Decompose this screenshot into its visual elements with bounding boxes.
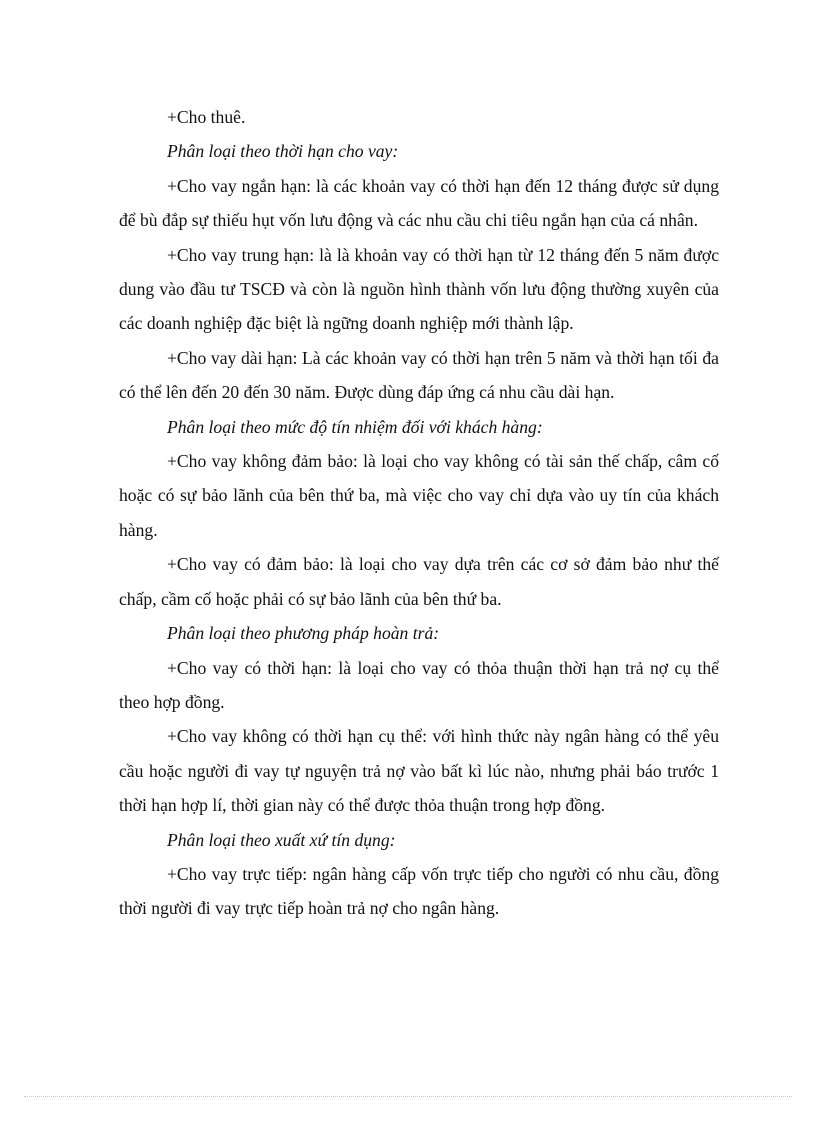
page-bottom-border <box>24 1096 792 1097</box>
paragraph-truc-tiep: +Cho vay trực tiếp: ngân hàng cấp vốn trực tiếp cho người có nhu cầu, đồng thời người đi vay trực tiếp hoàn trả nợ cho ngân hàng. <box>119 863 719 919</box>
document-body <box>119 100 719 926</box>
paragraph-co-thoi-han: +Cho vay có thời hạn: là loại cho vay có thỏa thuận thời hạn trả nợ cụ thể theo hợp đồng. <box>119 657 719 712</box>
paragraph-trung-han: +Cho vay trung hạn: là là khoản vay có thời hạn từ 12 tháng đến 5 năm được dung vào đầu tư TSCĐ và còn là nguồn hình thành vốn lưu động thường xuyên của các doanh nghiệp đặc biệt là ngững doanh nghiệp mới thành lập. <box>119 244 719 334</box>
heading-thoi-han: Phân loại theo thời hạn cho vay: <box>167 141 399 162</box>
paragraph-khong-dam-bao: +Cho vay không đảm bảo: là loại cho vay không có tài sản thế chấp, câm cố hoặc có sự bảo lãnh của bên thứ ba, mà việc cho vay chỉ dựa vào uy tín của khách hàng. <box>119 451 719 540</box>
paragraph-co-dam-bao: +Cho vay có đảm bảo: là loại cho vay dựa trên các cơ sở đảm bảo như thế chấp, cầm cố hoặc phải có sự bảo lãnh của bên thứ ba. <box>119 554 719 609</box>
heading-hoan-tra: Phân loại theo phương pháp hoàn trả: <box>167 623 440 644</box>
paragraph-cho-thue: +Cho thuê. <box>167 107 246 127</box>
paragraph-ngan-han: +Cho vay ngắn hạn: là các khoản vay có thời hạn đến 12 tháng được sử dụng để bù đắp sự thiếu hụt vốn lưu động và các nhu cầu chi tiêu ngắn hạn của cá nhân. <box>119 175 719 231</box>
heading-tin-nhiem: Phân loại theo mức độ tín nhiệm đối với khách hàng: <box>167 416 543 437</box>
paragraph-dai-han: +Cho vay dài hạn: Là các khoản vay có thời hạn trên 5 năm và thời hạn tối đa có thể lên đến 20 đến 30 năm. Được dùng đáp ứng cá nhu cầu dài hạn. <box>119 347 719 403</box>
paragraph-khong-thoi-han: +Cho vay không có thời hạn cụ thể: với hình thức này ngân hàng có thể yêu cầu hoặc người đi vay tự nguyện trả nợ vào bất kì lúc nào, nhưng phải báo trước 1 thời hạn hợp lí, thời gian này có thể được thỏa thuận trong hợp đồng. <box>119 726 719 816</box>
heading-xuat-xu: Phân loại theo xuất xứ tín dụng: <box>167 829 396 850</box>
